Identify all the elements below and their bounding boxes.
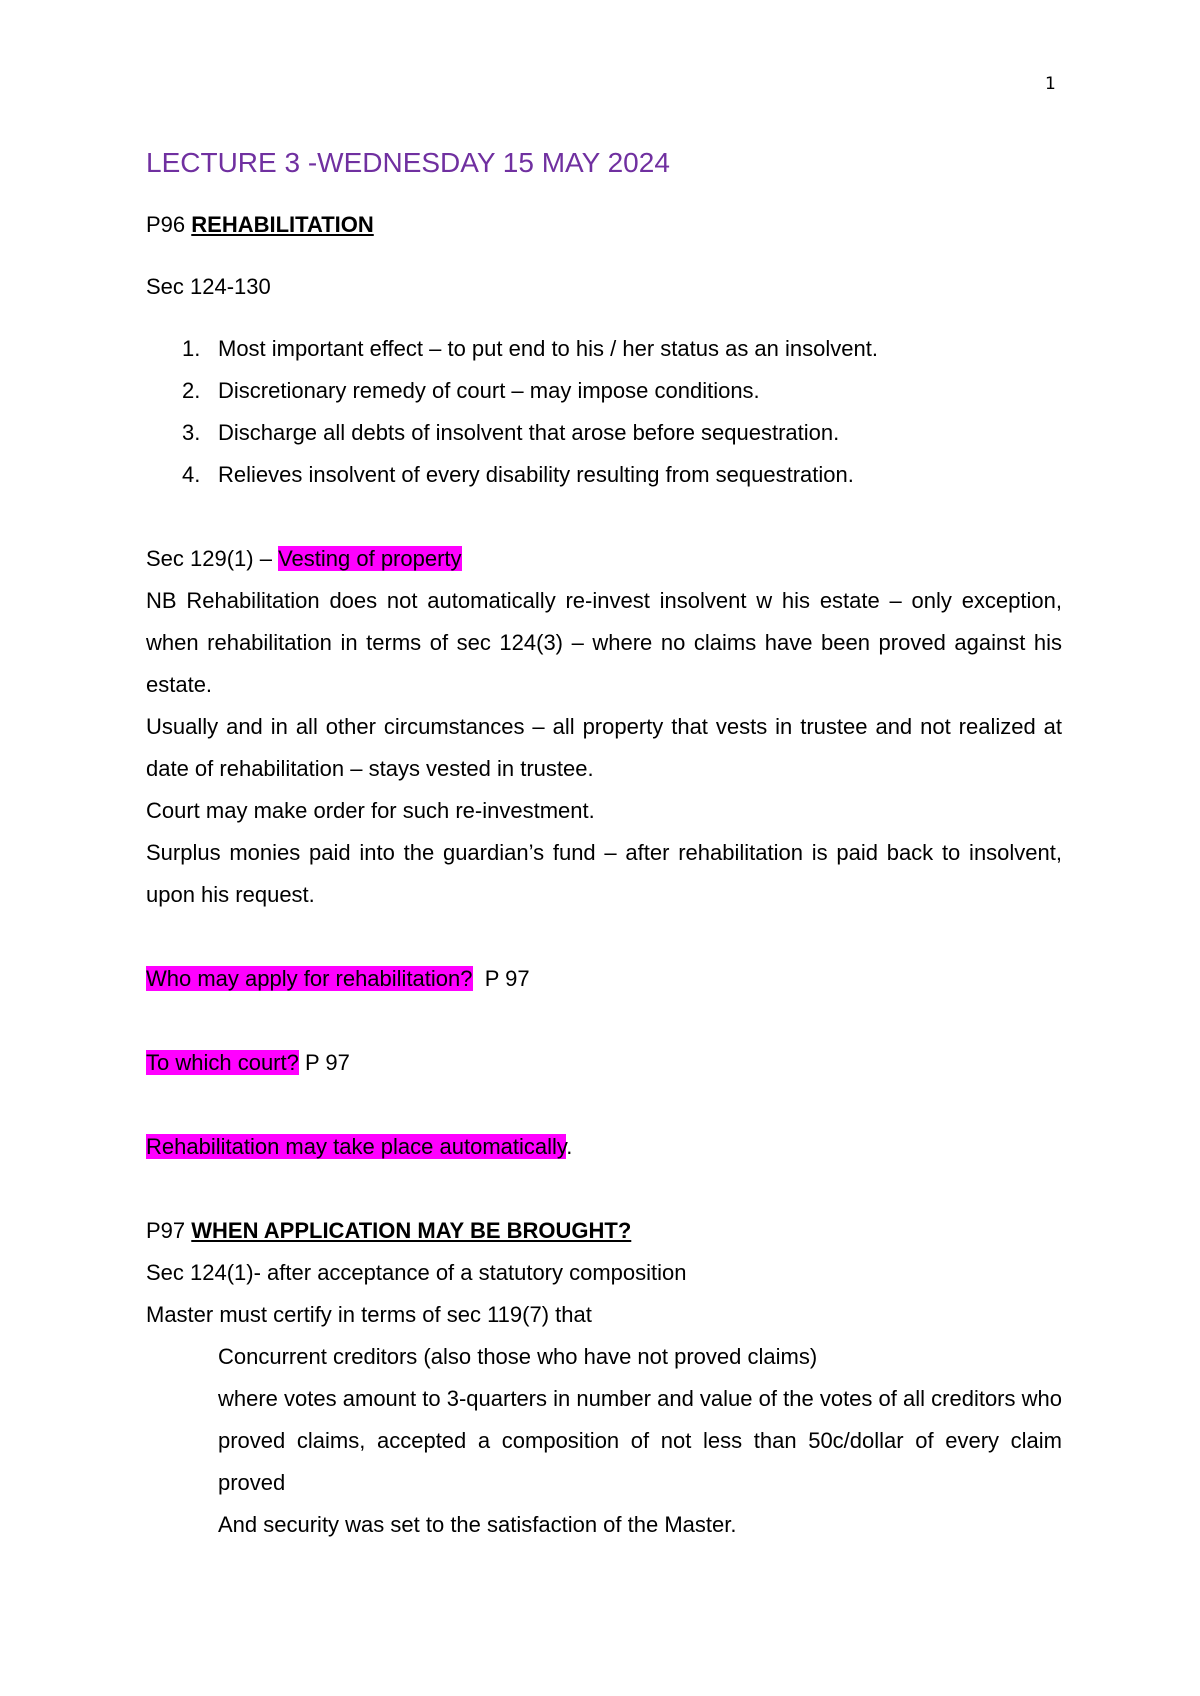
security-line: And security was set to the satisfaction of the Master. — [218, 1512, 737, 1537]
section-application-title: WHEN APPLICATION MAY BE BROUGHT? — [191, 1218, 632, 1243]
section-application-title-line — [146, 1210, 1062, 1252]
vesting-heading — [146, 538, 1062, 580]
section-reference: Sec 124-130 — [146, 274, 271, 299]
list-item — [182, 328, 1062, 370]
lecture-heading: LECTURE 3 -WEDNESDAY 15 MAY 2024 — [146, 147, 670, 178]
who-may-apply-line — [146, 958, 1062, 1000]
court-order-line: Court may make order for such re-investment. — [146, 798, 595, 823]
which-court-page-ref: P 97 — [298, 1050, 350, 1075]
section-page-ref: P96 — [146, 212, 192, 237]
list-item-number: 4. — [182, 462, 201, 487]
list-item-number: 3. — [182, 420, 201, 445]
list-item-number: 2. — [182, 378, 201, 403]
vesting-section-ref: Sec 129(1) – — [146, 546, 279, 571]
automatic-rehabilitation-tail: . — [566, 1134, 573, 1159]
list-item-text: Relieves insolvent of every disability resulting from sequestration. — [218, 462, 854, 487]
master-certify-line: Master must certify in terms of sec 119(7) that — [146, 1302, 592, 1327]
which-court-highlight: To which court? — [146, 1050, 299, 1075]
votes-paragraph: where votes amount to 3-quarters in number and value of the votes of all creditors who proved claims, accepted a composition of not less than 50c/dollar of every claim proved — [218, 1386, 1062, 1495]
who-may-apply-page-ref: P 97 — [472, 966, 530, 991]
usually-paragraph: Usually and in all other circumstances – all property that vests in trustee and not realized at date of rehabilitation – stays vested in trustee. — [146, 714, 1062, 781]
list-item-text: Discharge all debts of insolvent that arose before sequestration. — [218, 420, 840, 445]
surplus-paragraph: Surplus monies paid into the guardian’s fund – after rehabilitation is paid back to insolvent, upon his request. — [146, 840, 1062, 907]
page-number: 1 — [1045, 74, 1056, 94]
concurrent-creditors-line: Concurrent creditors (also those who have not proved claims) — [218, 1344, 818, 1369]
list-item — [182, 370, 1062, 412]
section-rehabilitation-title — [146, 204, 1062, 246]
automatic-rehabilitation-highlight: Rehabilitation may take place automatically — [146, 1134, 567, 1159]
section-title: REHABILITATION — [191, 212, 374, 237]
vesting-highlight: Vesting of property — [278, 546, 462, 571]
list-item-text: Most important effect – to put end to his / her status as an insolvent. — [218, 336, 878, 361]
statutory-composition-line: Sec 124(1)- after acceptance of a statutory composition — [146, 1260, 687, 1285]
list-item-number: 1. — [182, 336, 201, 361]
who-may-apply-highlight: Who may apply for rehabilitation? — [146, 966, 473, 991]
effects-list — [146, 328, 1062, 496]
nb-paragraph: NB Rehabilitation does not automatically re-invest insolvent w his estate – only exception, when rehabilitation in terms of sec 124(3) – where no claims have been proved against his estate. — [146, 588, 1062, 697]
list-item-text: Discretionary remedy of court – may impose conditions. — [218, 378, 760, 403]
list-item — [182, 412, 1062, 454]
which-court-line — [146, 1042, 1062, 1084]
automatic-rehabilitation-line — [146, 1126, 1062, 1168]
document-content — [146, 142, 1062, 1546]
section-application-page-ref: P97 — [146, 1218, 192, 1243]
list-item — [182, 454, 1062, 496]
